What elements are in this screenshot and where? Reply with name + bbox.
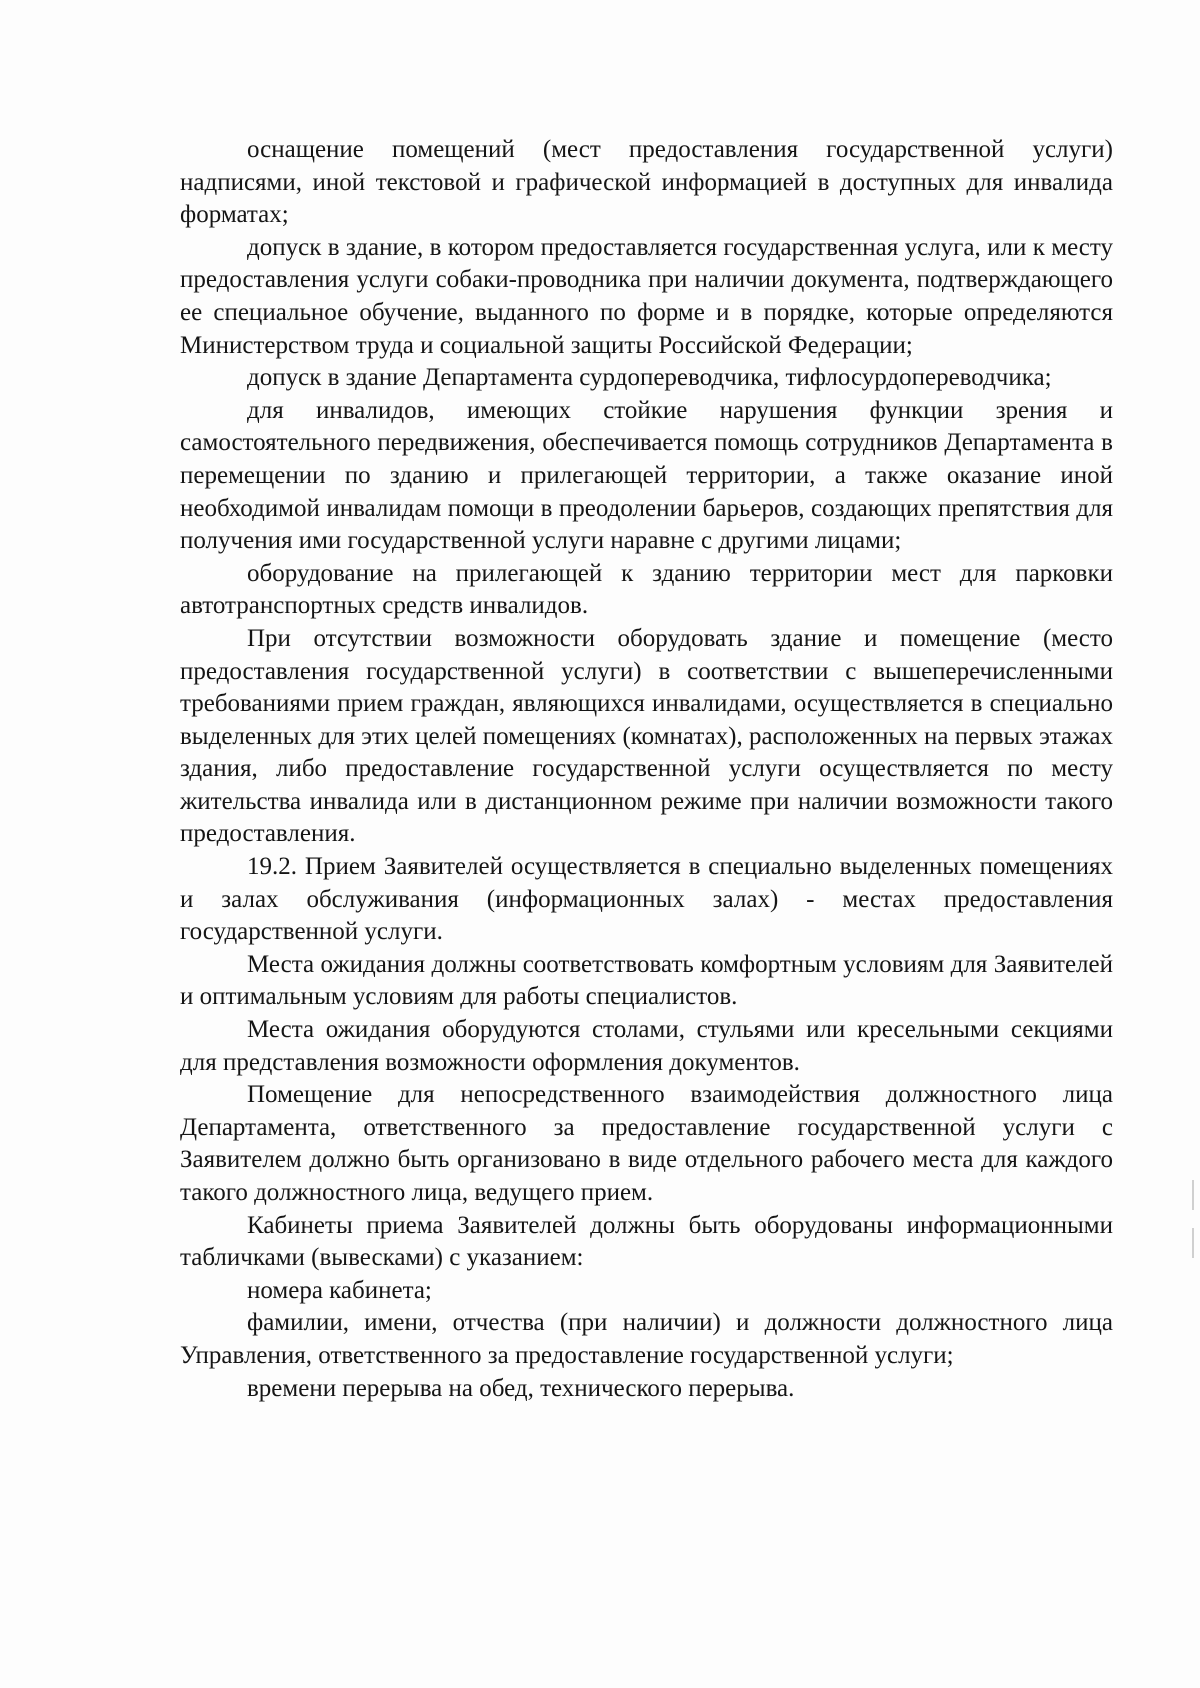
paragraph-waiting-furniture: Места ожидания оборудуются столами, стульями или кресельными секциями для представления возможности оформления документов. — [180, 1016, 1113, 1076]
paragraph-office-signs: Кабинеты приема Заявителей должны быть оборудованы информационными табличками (вывесками) с указанием: — [180, 1211, 1113, 1272]
paragraph-break-time: времени перерыва на обед, технического перерыва. — [247, 1374, 795, 1402]
paragraph-staff-assistance: для инвалидов, имеющих стойкие нарушения функции зрения и самостоятельного передвижения, обеспечивается помощь сотрудников Департамента в перемещении по зданию и прилегающей территории, а также оказание иной необходимой инвалидам помощи в преодолении барьеров, создающих препятствия для получения ими государственной услуги наравне с другими лицами; — [180, 396, 1113, 555]
paragraph-guide-dog-access: допуск в здание, в котором предоставляется государственная услуга, или к месту предоставления услуги собаки-проводника при наличии документа, подтверждающего ее специальное обучение, выданного по форме и в порядке, которые определяются Министерством труда и социальной защиты Российской Федерации; — [180, 233, 1113, 359]
paragraph-parking: оборудование на прилегающей к зданию территории мест для парковки автотранспортных средств инвалидов. — [180, 559, 1113, 620]
paragraph-office-number: номера кабинета; — [247, 1276, 432, 1304]
document-body — [180, 134, 1113, 1405]
paragraph-sign-interpreter-access: допуск в здание Департамента сурдопереводчика, тифлосурдопереводчика; — [247, 364, 1052, 392]
scan-edge-mark — [1192, 1180, 1194, 1210]
scan-edge-mark — [1192, 1228, 1194, 1258]
paragraph-waiting-comfort: Места ожидания должны соответствовать комфортным условиям для Заявителей и оптимальным условиям для работы специалистов. — [180, 950, 1113, 1011]
paragraph-accessible-signage: оснащение помещений (мест предоставления государственной услуги) надписями, иной текстовой и графической информацией в доступных для инвалида форматах; — [180, 136, 1113, 229]
paragraph-workplace: Помещение для непосредственного взаимодействия должностного лица Департамента, ответственного за предоставление государственной услуги с Заявителем должно быть организовано в виде отдельного рабочего места для каждого такого должностного лица, ведущего прием. — [180, 1081, 1113, 1206]
paragraph-alternative-reception: При отсутствии возможности оборудовать здание и помещение (место предоставления государственной услуги) в соответствии с вышеперечисленными требованиями прием граждан, являющихся инвалидами, осуществляется в специально выделенных для этих целей помещениях (комнатах), расположенных на первых этажах здания, либо предоставление государственной услуги осуществляется по месту жительства инвалида или в дистанционном режиме при наличии возможности такого предоставления. — [180, 624, 1113, 848]
paragraph-official-name: фамилии, имени, отчества (при наличии) и должности должностного лица Управления, ответственного за предоставление государственной услуги; — [180, 1309, 1113, 1369]
paragraph-reception-halls: 19.2. Прием Заявителей осуществляется в специально выделенных помещениях и залах обслуживания (информационных залах) - местах предоставления государственной услуги. — [180, 853, 1113, 946]
